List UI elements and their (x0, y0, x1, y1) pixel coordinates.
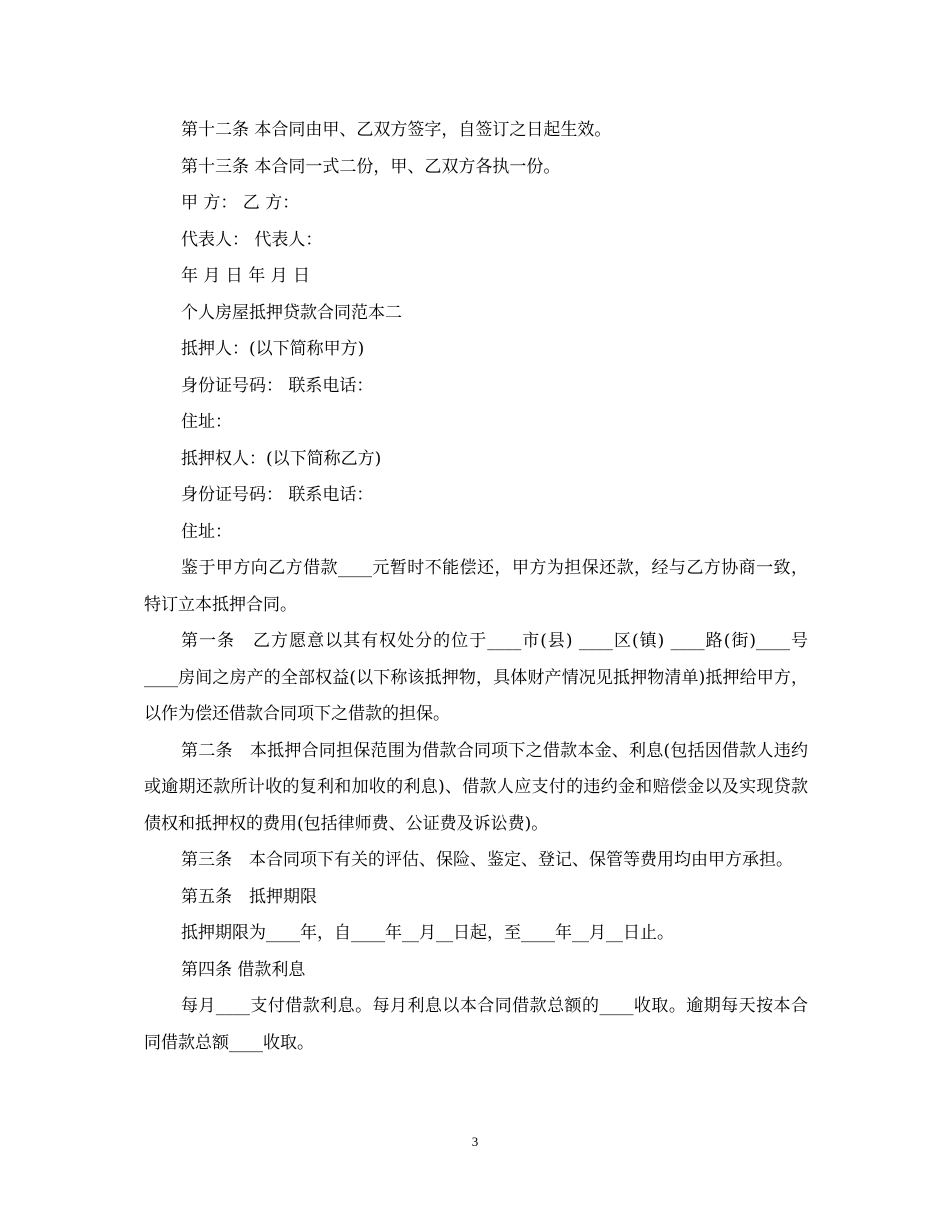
article-5-heading: 第五条 抵押期限 (181, 886, 317, 907)
page-number: 3 (471, 1134, 479, 1149)
article-4-heading: 第四条 借款利息 (181, 959, 306, 980)
mortgagor-line: 抵押人：(以下简称甲方) (181, 339, 365, 359)
article-3: 第三条 本合同项下有关的评估、保险、鉴定、登记、保管等费用均由甲方承担。 (181, 850, 793, 870)
clause-12: 第十二条 本合同由甲、乙双方签字，自签订之日起生效。 (181, 120, 612, 140)
preamble: 鉴于甲方向乙方借款____元暂时不能偿还，甲方为担保还款，经与乙方协商一致，特订立本抵押合同。 (144, 558, 808, 615)
interest-terms: 每月____支付借款利息。每月利息以本合同借款总额的____收取。逾期每天按本合同借款总额____收取。 (144, 996, 808, 1053)
section-title: 个人房屋抵押贷款合同范本二 (181, 302, 402, 323)
clause-13: 第十三条 本合同一式二份，甲、乙双方各执一份。 (181, 156, 561, 177)
mortgagee-line: 抵押权人：(以下简称乙方) (181, 448, 382, 469)
article-1: 第一条 乙方愿意以其有权处分的位于____市(县) ____区(镇) ____路(街)____号____房间之房产的全部权益(以下称该抵押物，具体财产情况见抵押物清单)抵押给甲方，以作为偿还借款合同项下之借款的担保。 (144, 631, 808, 724)
mortgagor-id-line: 身份证号码： 联系电话： (181, 375, 374, 396)
article-2: 第二条 本抵押合同担保范围为借款合同项下之借款本金、利息(包括因借款人违约或逾期还款所计收的复利和加收的利息)、借款人应支付的违约金和赔偿金以及实现贷款债权和抵押权的费用(包括律师费、公证费及诉讼费)。 (144, 740, 808, 834)
document-body (144, 112, 808, 1061)
representative-line: 代表人： 代表人： (181, 229, 323, 250)
mortgage-term: 抵押期限为____年，自____年__月__日起，至____年__月__日止。 (181, 923, 674, 943)
party-line: 甲 方： 乙 方： (181, 193, 300, 213)
date-line: 年 月 日 年 月 日 (181, 266, 311, 286)
mortgagee-id-line: 身份证号码： 联系电话： (181, 485, 374, 505)
mortgagor-address-line: 住址： (181, 412, 232, 432)
mortgagee-address-line: 住址： (181, 521, 232, 542)
